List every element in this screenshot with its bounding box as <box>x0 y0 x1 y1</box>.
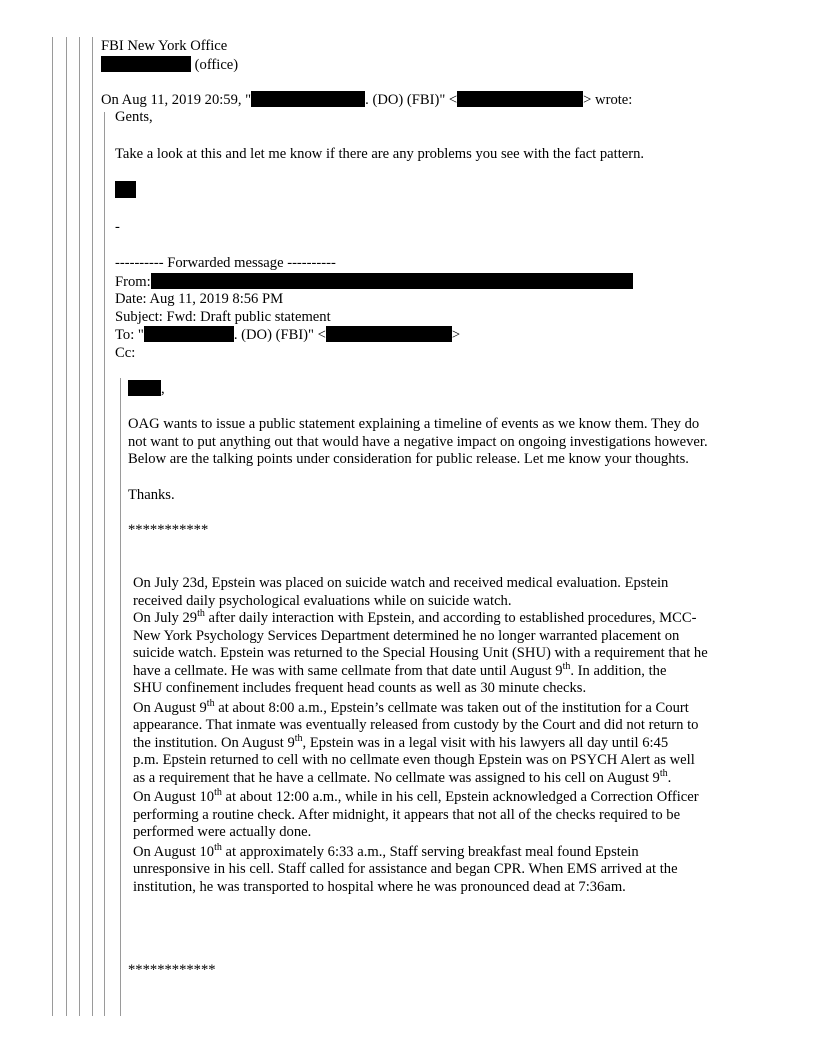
tp-line: . <box>667 769 672 786</box>
forwarded-date: Date: Aug 11, 2019 8:56 PM <box>115 291 284 307</box>
inner-thanks: Thanks. <box>128 487 175 503</box>
forwarded-divider: ---------- Forwarded message ---------- <box>115 255 336 271</box>
tp-line: after daily interaction with Epstein, and according to established procedures, MCC- <box>204 610 697 626</box>
to-prefix: To: " <box>115 327 144 343</box>
tp-line: SHU confinement includes frequent head counts as well as 30 minute checks. <box>133 680 587 696</box>
tp-line: , Epstein was in a legal visit with his lawyers all day until 6:45 <box>302 734 669 751</box>
talking-points <box>133 575 708 896</box>
forwarded-cc: Cc: <box>115 344 136 361</box>
tp-line: institution, he was transported to hospital where he was pronounced dead at 7:36am. <box>133 878 626 895</box>
tp-sup: th <box>659 767 668 779</box>
talking-point <box>133 841 708 897</box>
from-label: From: <box>115 273 151 290</box>
tp-line: performing a routine check. After midnight, it appears that not all of the checks required to be <box>133 806 681 823</box>
inner-body-line: not want to put anything out that would have a negative impact on ongoing investigations however. <box>128 433 708 450</box>
talking-point <box>133 610 708 698</box>
tp-sup: th <box>206 697 215 709</box>
redaction-block <box>144 326 234 342</box>
redaction-block <box>151 273 633 289</box>
separator-stars: ************ <box>128 962 216 978</box>
tp-line: New York Psychology Services Department determined he no longer warranted placement on <box>133 627 680 644</box>
quote-bar <box>52 37 53 1016</box>
tp-sup: th <box>197 608 205 619</box>
to-mid: . (DO) (FBI)" < <box>233 327 326 343</box>
greeting-comma: , <box>161 381 165 397</box>
inner-body <box>128 416 708 469</box>
talking-point <box>133 697 708 788</box>
quote-attribution <box>101 91 632 110</box>
tp-line: at approximately 6:33 a.m., Staff serving breakfast meal found Epstein <box>221 843 639 860</box>
quote-bar <box>79 37 80 1016</box>
redaction-block <box>128 380 161 396</box>
tp-line: On August 10 <box>133 789 215 805</box>
tp-sup: th <box>214 787 222 798</box>
email-greeting: Gents, <box>115 109 153 125</box>
forwarded-header <box>115 255 633 362</box>
tp-line: On August 10 <box>133 843 215 860</box>
tp-line: received daily psychological evaluations while on suicide watch. <box>133 592 512 609</box>
tp-line: at about 8:00 a.m., Epstein’s cellmate was taken out of the institution for a Court <box>214 699 689 716</box>
redaction-block <box>457 91 583 107</box>
tp-line: On July 29 <box>133 610 198 626</box>
talking-point <box>133 575 708 610</box>
tp-sup: th <box>294 732 303 744</box>
forwarded-from <box>115 273 633 292</box>
tp-line: appearance. That inmate was eventually released from custody by the Court and did not return to <box>133 717 699 733</box>
tp-line: the institution. On August 9 <box>133 734 295 751</box>
tp-line: On August 9 <box>133 699 207 716</box>
tp-line: p.m. Epstein returned to cell with no cellmate even though Epstein was on PSYCH Alert as well <box>133 752 695 768</box>
tp-line: performed were actually done. <box>133 824 312 840</box>
redaction-block <box>101 56 191 72</box>
quote-bar <box>92 37 93 1016</box>
to-suffix: > <box>451 327 461 343</box>
forwarded-subject: Subject: Fwd: Draft public statement <box>115 308 331 325</box>
tp-line: unresponsive in his cell. Staff called for assistance and began CPR. When EMS arrived at the <box>133 861 678 877</box>
tp-line: have a cellmate. He was with same cellmate from that date until August 9 <box>133 662 563 679</box>
forwarded-to <box>115 326 633 345</box>
quote-bar <box>66 37 67 1016</box>
redaction-block <box>115 181 136 198</box>
attribution-suffix: > wrote: <box>583 92 633 108</box>
separator-stars: *********** <box>128 522 209 538</box>
inner-body-line: Below are the talking points under consideration for public release. Let me know your thoughts. <box>128 451 689 467</box>
tp-line: suicide watch. Epstein was returned to the Special Housing Unit (SHU) with a requirement that he <box>133 645 708 661</box>
tp-line: On July 23d, Epstein was placed on suicide watch and received medical evaluation. Epstein <box>133 575 669 591</box>
signature-office <box>101 38 238 74</box>
tp-sup: th <box>214 841 222 853</box>
office-phone-line <box>101 56 238 75</box>
inner-body-line: OAG wants to issue a public statement explaining a timeline of events as we know them. They do <box>128 416 700 432</box>
tp-sup: th <box>562 660 571 672</box>
redaction-block <box>326 326 452 342</box>
attribution-prefix: On Aug 11, 2019 20:59, " <box>101 92 252 108</box>
quote-bar <box>104 112 105 1016</box>
redaction-block <box>251 91 365 107</box>
office-name: FBI New York Office <box>101 38 228 54</box>
signature-dash: - <box>115 219 120 235</box>
tp-line: as a requirement that he have a cellmate. No cellmate was assigned to his cell on August 9 <box>133 769 660 786</box>
attribution-mid: . (DO) (FBI)" < <box>365 92 458 108</box>
signature-redaction <box>115 181 136 201</box>
talking-point <box>133 789 708 842</box>
email-body: Take a look at this and let me know if there are any problems you see with the fact pattern. <box>115 146 645 162</box>
tp-line: at about 12:00 a.m., while in his cell, Epstein acknowledged a Correction Officer <box>221 789 699 805</box>
quote-bar <box>120 378 121 1016</box>
tp-line: . In addition, the <box>570 662 667 679</box>
office-label: (office) <box>194 56 239 73</box>
inner-greeting <box>128 380 165 399</box>
